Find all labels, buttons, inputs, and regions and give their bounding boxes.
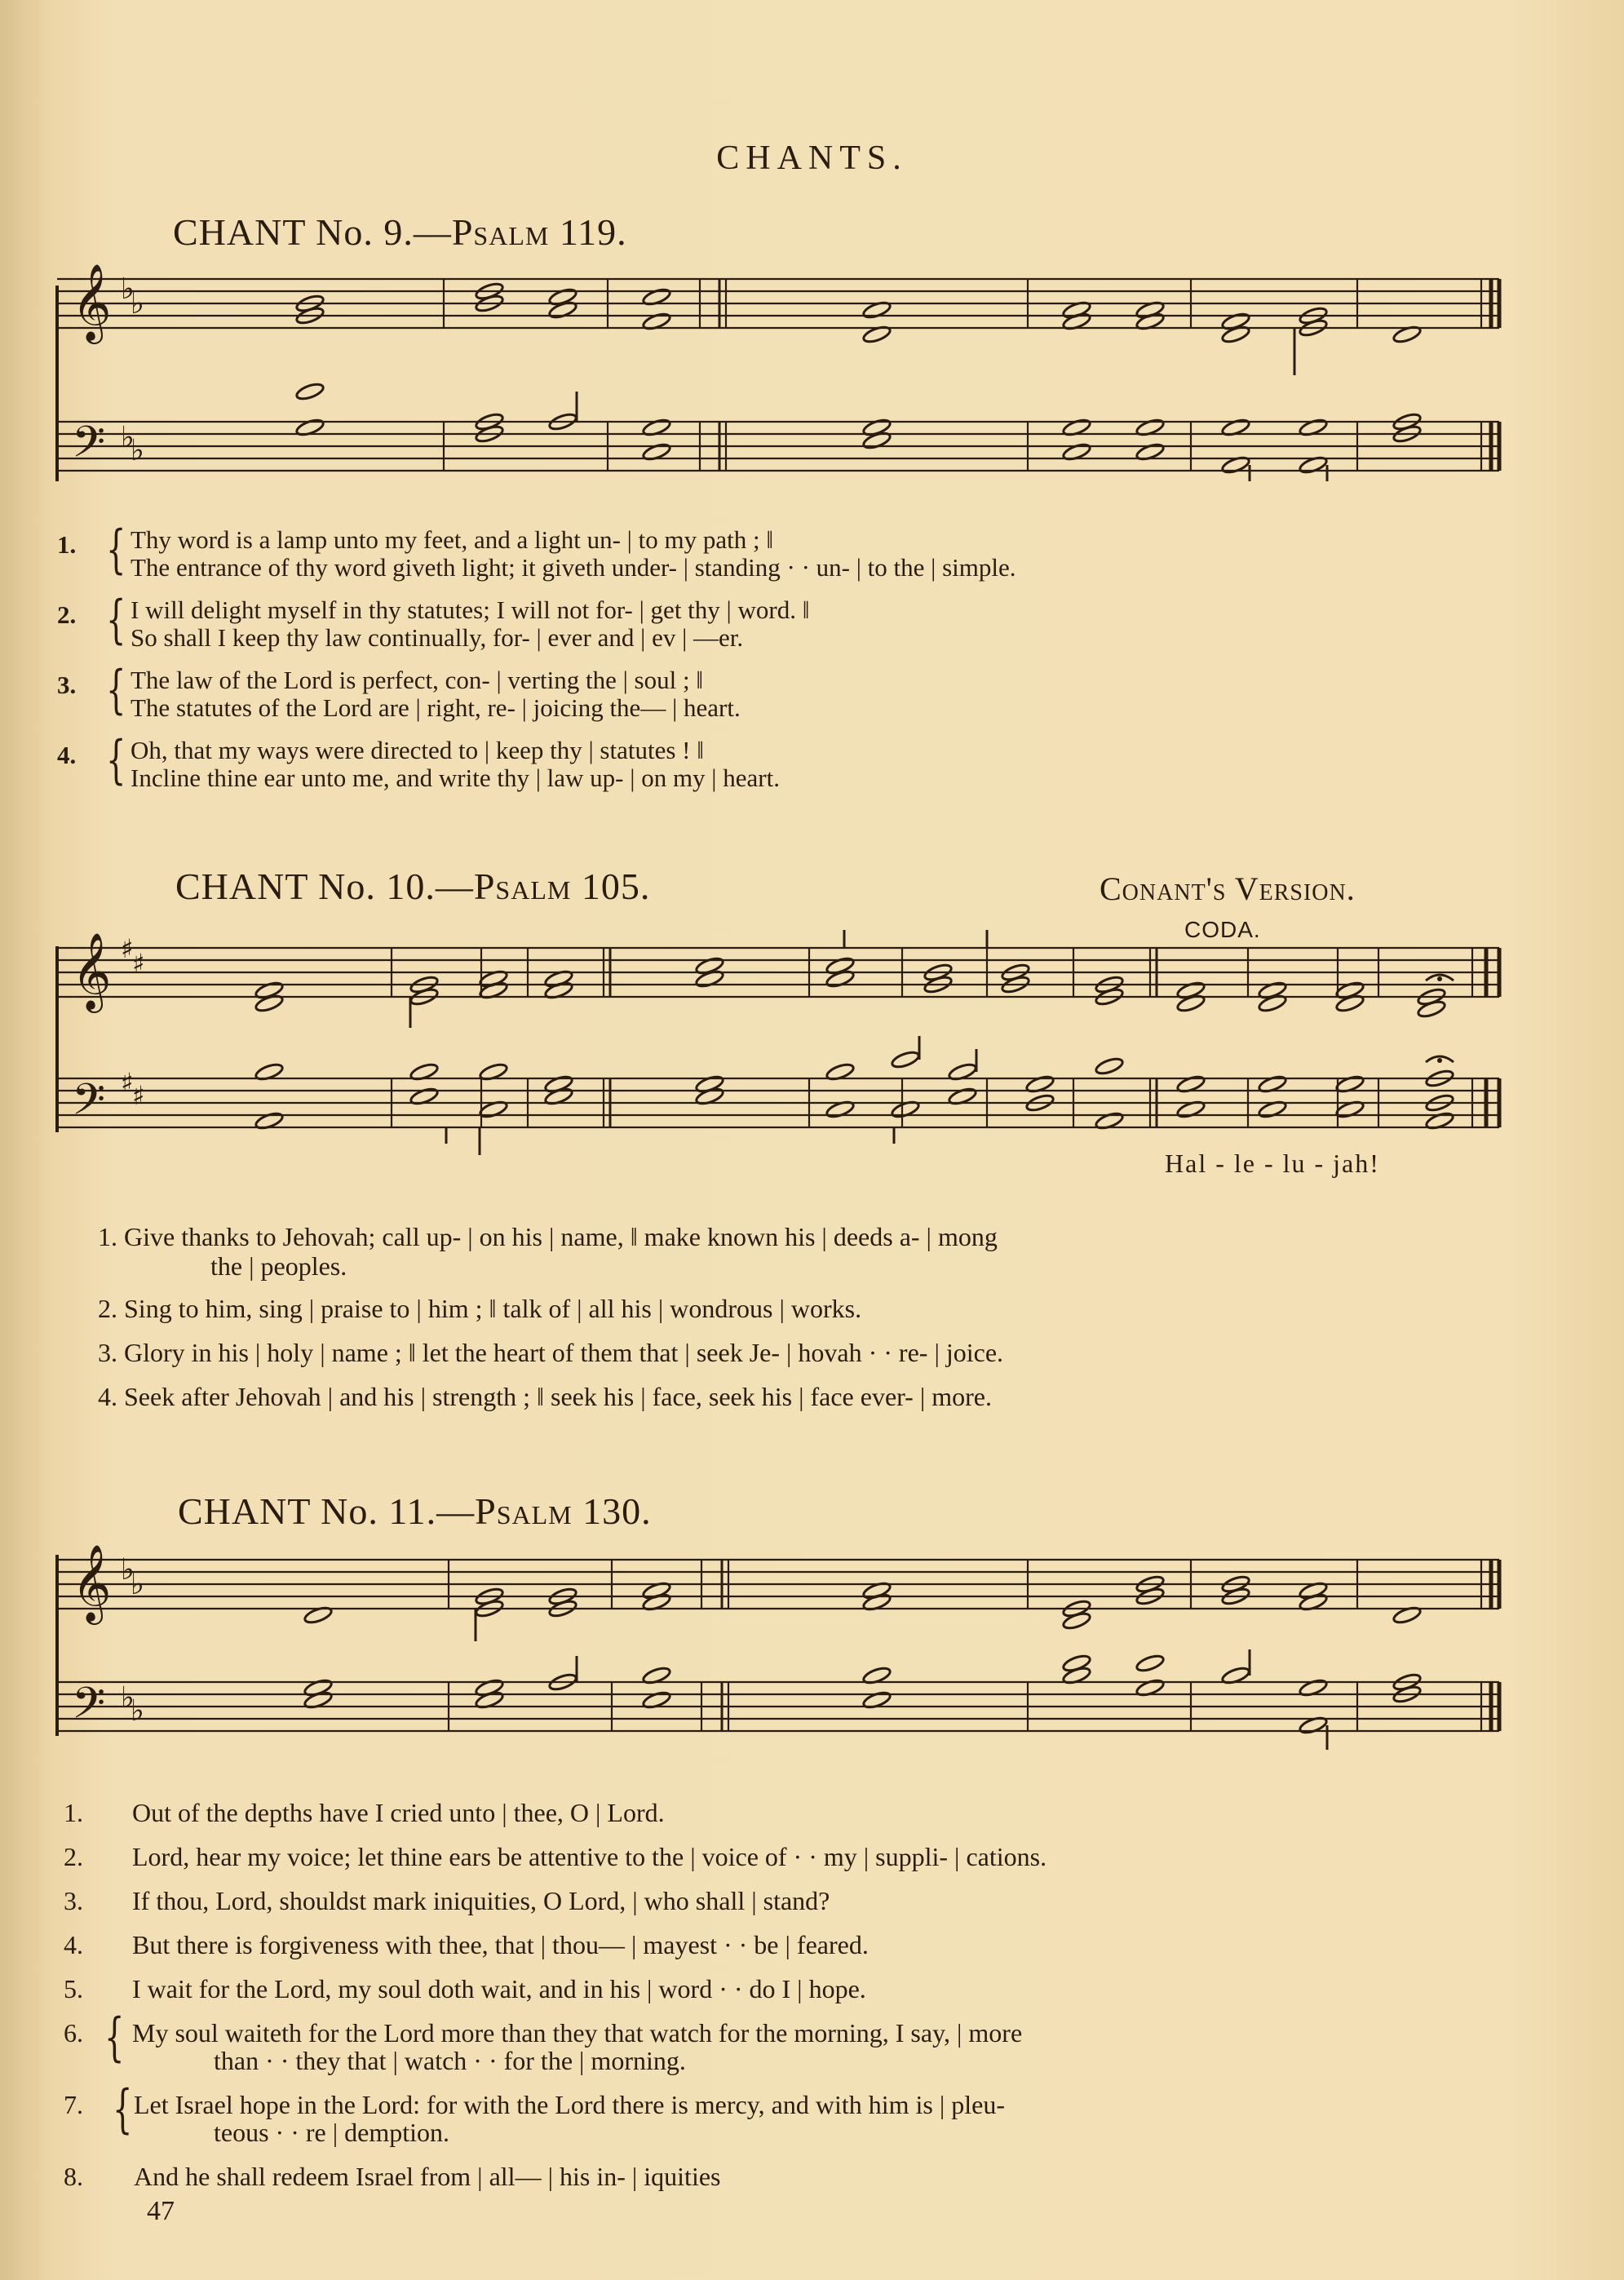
verse-line [98,1382,992,1411]
verse-number: 2. [64,1842,83,1871]
verse-number: 6. [64,2018,83,2048]
title-part: 130. [572,1490,652,1532]
verse-number: 3. [57,671,77,699]
bass-staff [57,1682,1499,1731]
title-part: No. [316,211,374,253]
verse-line: So shall I keep thy law continually, for- | ever and | ev | —er. [131,623,744,652]
treble-staff [57,1560,1499,1609]
sharp-icon: ♯ [132,1080,145,1111]
title-part: 11.— [378,1490,476,1532]
brace-icon: { [113,2079,133,2140]
chant-11-score [49,1542,1517,1754]
title-part: 119. [549,211,627,253]
verse-number: 3. [64,1886,83,1915]
verse-line: If thou, Lord, shouldst mark iniquities, O Lord, | who shall | stand? [132,1886,830,1915]
brace-icon: { [104,2008,125,2068]
title-part: 10.— [375,866,474,907]
treble-clef-icon: 𝄞 [72,263,112,341]
verse-number: 4. [57,741,77,769]
coda-label: CODA. [1184,917,1261,942]
title-part: CHANT [175,866,319,907]
title-part: Psalm [473,866,572,907]
treble-staff [57,279,1499,328]
chant-11-title [178,1490,652,1533]
verse-line: Let Israel hope in the Lord: for with the Lord there is mercy, and with him is | pleu- [134,2090,1006,2119]
title-part: 105. [571,866,651,907]
brace-icon: { [106,520,126,580]
page-number: 47 [147,2196,175,2226]
verse-line [98,1338,1003,1367]
title-part: Psalm [475,1490,573,1532]
chant-9-verses [57,520,1566,808]
title-part: Psalm [451,211,550,253]
verse-line [98,1222,998,1251]
verse-line: Out of the depths have I cried unto | thee, O | Lord. [132,1798,665,1827]
bass-clef-icon: 𝄢 [72,1679,106,1739]
flat-icon: ♭ [131,1568,144,1601]
verse-number: 8. [64,2162,83,2191]
verse-line: Thy word is a lamp unto my feet, and a light un- | to my path ; ‖ [131,525,774,554]
verse-line: teous · · re | demption. [214,2118,449,2147]
verse-number: 1. [57,530,77,559]
version-label: Conant's Version. [1100,870,1356,907]
treble-clef-icon: 𝄞 [72,932,112,1010]
verse-text: Sing to him, sing | praise to | him ; ‖ talk of | all his | wondrous | works. [124,1294,862,1323]
sharp-icon: ♯ [121,933,134,964]
verse-line: than · · they that | watch · · for the | morning. [214,2046,686,2075]
verse-line [98,1294,861,1323]
title-part: No. [318,866,376,907]
verse-text: Seek after Jehovah | and his | strength ; ‖ seek his | face, seek his | face ever- | more. [124,1382,992,1411]
chant-10-score [49,930,1517,1175]
brace-icon: { [106,660,126,720]
verse-number: 5. [64,1974,83,2003]
sharp-icon: ♯ [121,1067,134,1098]
bass-staff [57,422,1499,471]
brace-icon: { [106,590,126,650]
flat-icon: ♭ [121,1681,135,1715]
verse-number: 1. [64,1798,83,1827]
verse-number: 7. [64,2090,83,2119]
verse-line: And he shall redeem Israel from | all— | his in- | iquities [134,2162,721,2191]
chant-11-verses [64,1798,1589,2206]
page-header: CHANTS. [716,139,908,177]
verse-line: The entrance of thy word giveth light; it giveth under- | standing · · un- | to the | simple. [131,553,1016,582]
verse-line: Lord, hear my voice; let thine ears be attentive to the | voice of · · my | suppli- | cations. [132,1842,1047,1871]
chant-10-verses [98,1222,1591,1434]
verse-line: I will delight myself in thy statutes; I will not for- | get thy | word. ‖ [131,595,810,624]
verse-number: 3. [98,1338,117,1367]
verse-number: 4. [64,1930,83,1959]
brace-icon: { [106,730,126,790]
verse-line: Incline thine ear unto me, and write thy | law up- | on my | heart. [131,764,780,792]
bass-clef-icon: 𝄢 [72,418,106,478]
title-part: CHANT [178,1490,321,1532]
verse-text: Glory in his | holy | name ; ‖ let the heart of them that | seek Je- | hovah · · re- | joice. [124,1338,1004,1367]
chant-9-title [173,210,627,254]
flat-icon: ♭ [121,1553,135,1587]
chant-10-title [175,865,650,908]
verse-number: 4. [98,1382,117,1411]
title-part: No. [321,1490,378,1532]
verse-line: Oh, that my ways were directed to | keep thy | statutes ! ‖ [131,736,704,764]
verse-line: My soul waiteth for the Lord more than they that watch for the morning, I say, | more [132,2018,1023,2048]
flat-icon: ♭ [131,1694,144,1728]
verse-number: 2. [98,1294,117,1323]
hallelujah-lyric: Hal - le - lu - jah! [1165,1149,1380,1178]
chant-9-score [49,261,1517,481]
flat-icon: ♭ [121,421,135,454]
verse-line: But there is forgiveness with thee, that | thou— | mayest · · be | feared. [132,1930,869,1959]
verse-number: 1. [98,1222,117,1251]
flat-icon: ♭ [121,272,135,306]
sharp-icon: ♯ [132,948,145,979]
verse-line: The law of the Lord is perfect, con- | verting the | soul ; ‖ [131,666,704,694]
bass-clef-icon: 𝄢 [72,1075,106,1136]
treble-clef-icon: 𝄞 [72,1544,112,1622]
verse-line: I wait for the Lord, my soul doth wait, and in his | word · · do I | hope. [132,1974,866,2003]
verse-line: the | peoples. [210,1251,347,1281]
verse-number: 2. [57,600,77,629]
verse-text: Give thanks to Jehovah; call up- | on his | name, ‖ make known his | deeds a- | mong [124,1222,998,1251]
flat-icon: ♭ [131,434,144,467]
verse-line: The statutes of the Lord are | right, re- | joicing the— | heart. [131,693,741,722]
title-part: 9.— [373,211,452,253]
flat-icon: ♭ [131,287,144,321]
title-part: CHANT [173,211,316,253]
